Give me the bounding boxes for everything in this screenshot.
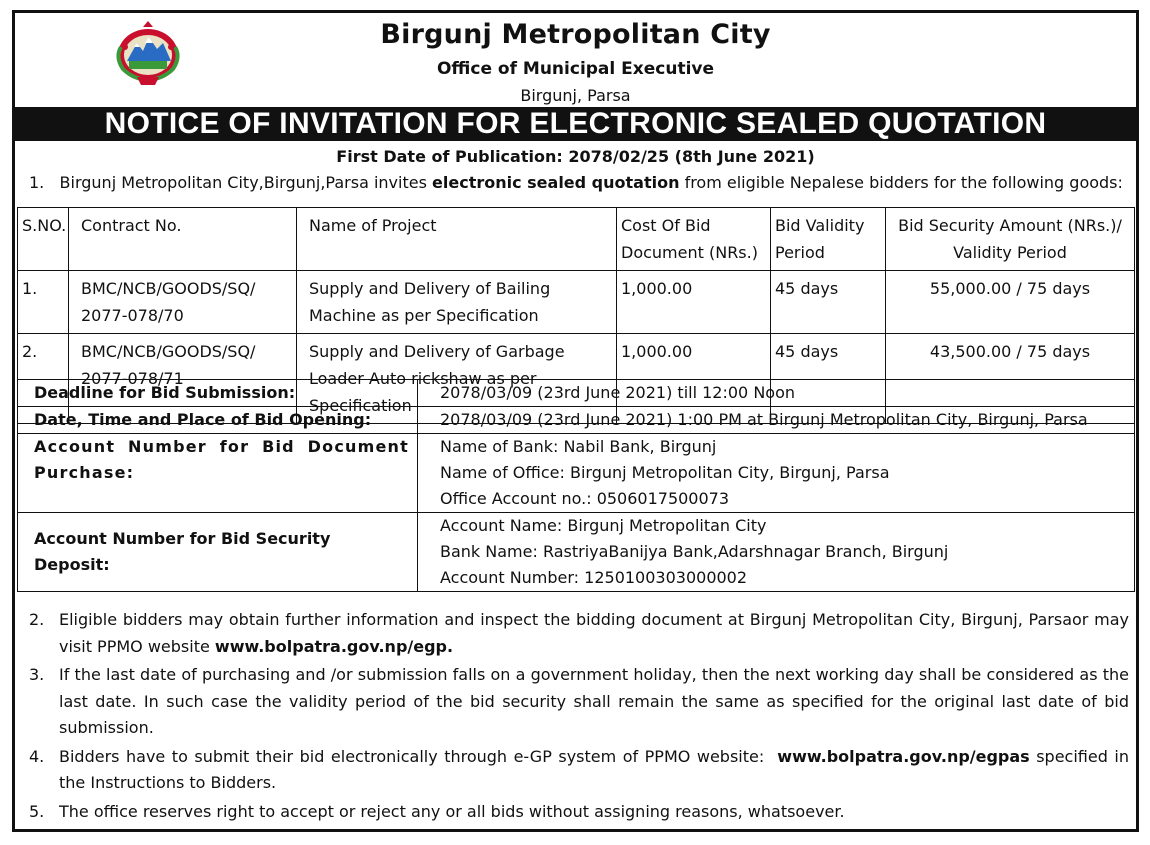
security-account-name: Account Name: Birgunj Metropolitan City	[440, 516, 767, 535]
row-sno: 1.	[18, 271, 69, 334]
row-validity: 45 days	[771, 271, 886, 334]
notice-banner: NOTICE OF INVITATION FOR ELECTRONIC SEALED QUOTATION	[15, 107, 1136, 141]
row-cost: 1,000.00	[617, 271, 771, 334]
deadline-label: Deadline for Bid Submission:	[18, 380, 418, 407]
notice-header	[15, 13, 1136, 107]
deadline-value: 2078/03/09 (23rd June 2021) till 12:00 Noon	[418, 380, 1135, 407]
intro-bold: electronic sealed quotation	[432, 173, 680, 192]
row-validity: 45 days	[771, 334, 886, 424]
bid-info-table	[17, 379, 1135, 592]
purchase-account-number: Office Account no.: 0506017500073	[440, 489, 730, 508]
deadline-row	[18, 380, 1135, 407]
note-text: If the last date of purchasing and /or submission falls on a government holiday, then the next working day shall be considered as the last date. In such case the validity period of the bid security shall remain the same as specified for the original last date of bid submission.	[59, 665, 1129, 737]
table-row	[18, 271, 1135, 334]
col-header-contract: Contract No.	[69, 208, 297, 271]
page-title: Birgunj Metropolitan City	[380, 19, 771, 50]
list-item	[29, 662, 1129, 742]
note-link: www.bolpatra.gov.np/egp.	[214, 636, 454, 656]
opening-label: Date, Time and Place of Bid Opening:	[18, 407, 418, 434]
row-project: Supply and Delivery of Garbage Loader Auto rickshaw as per Specification	[297, 334, 617, 424]
col-header-cost: Cost Of Bid Document (NRs.)	[617, 208, 771, 271]
notice-frame	[12, 10, 1139, 832]
security-account-number: Account Number: 1250100303000002	[440, 568, 748, 587]
col-header-validity: Bid Validity Period	[771, 208, 886, 271]
publication-date: First Date of Publication: 2078/02/25 (8th June 2021)	[336, 147, 815, 166]
row-cost: 1,000.00	[617, 334, 771, 424]
note-body-end: specified in the Instructions to Bidders.	[59, 746, 1129, 792]
note-body: Eligible bidders may obtain further information and inspect the bidding document at Birgunj Metropolitan City, Birgunj, Parsaor may visit PPMO website	[59, 610, 1129, 656]
intro-paragraph	[29, 173, 1123, 192]
security-account-row	[18, 513, 1135, 592]
row-contract: BMC/NCB/GOODS/SQ/ 2077-078/70	[69, 271, 297, 334]
security-account-details	[418, 513, 1135, 592]
purchase-account-label: Account Number for Bid Document Purchase:	[18, 434, 418, 513]
row-project: Supply and Delivery of Bailing Machine as per Specification	[297, 271, 617, 334]
note-body: Bidders have to submit their bid electronically through e-GP system of PPMO website:	[59, 746, 778, 766]
note-number: 4.	[29, 746, 45, 766]
list-item	[29, 744, 1129, 797]
intro-text: Birgunj Metropolitan City,Birgunj,Parsa invites	[59, 173, 433, 192]
intro-number: 1.	[29, 173, 45, 192]
office-location: Birgunj, Parsa	[520, 86, 631, 105]
intro-text-end: from eligible Nepalese bidders for the following goods:	[679, 173, 1123, 192]
security-account-label: Account Number for Bid Security Deposit:	[18, 513, 418, 592]
row-contract: BMC/NCB/GOODS/SQ/ 2077-078/71	[69, 334, 297, 424]
col-header-sno: S.NO.	[18, 208, 69, 271]
note-number: 3.	[29, 665, 45, 684]
list-item	[29, 607, 1129, 660]
bid-table-header	[18, 208, 1135, 271]
opening-value: 2078/03/09 (23rd June 2021) 1:00 PM at Birgunj Metropolitan City, Birgunj, Parsa	[418, 407, 1135, 434]
note-number: 2.	[29, 610, 45, 629]
note-link: www.bolpatra.gov.np/egpas	[777, 746, 1030, 766]
col-header-security: Bid Security Amount (NRs.)/ Validity Period	[886, 208, 1135, 271]
office-name: Office of Municipal Executive	[436, 59, 715, 79]
row-security: 55,000.00 / 75 days	[886, 271, 1135, 334]
note-text	[59, 607, 1129, 660]
col-header-project: Name of Project	[297, 208, 617, 271]
purchase-bank-name: Name of Bank: Nabil Bank, Birgunj	[440, 437, 717, 456]
row-security: 43,500.00 / 75 days	[886, 334, 1135, 424]
list-item	[29, 799, 1129, 826]
purchase-account-details	[418, 434, 1135, 513]
opening-row	[18, 407, 1135, 434]
purchase-account-row	[18, 434, 1135, 513]
note-text: The office reserves right to accept or reject any or all bids without assigning reasons, whatsoever.	[59, 801, 845, 821]
notes-list	[29, 607, 1129, 827]
security-bank-name: Bank Name: RastriyaBanijya Bank,Adarshnagar Branch, Birgunj	[440, 542, 949, 561]
note-text	[59, 744, 1129, 797]
row-sno: 2.	[18, 334, 69, 424]
note-number: 5.	[29, 801, 45, 821]
purchase-office-name: Name of Office: Birgunj Metropolitan City, Birgunj, Parsa	[440, 463, 890, 482]
